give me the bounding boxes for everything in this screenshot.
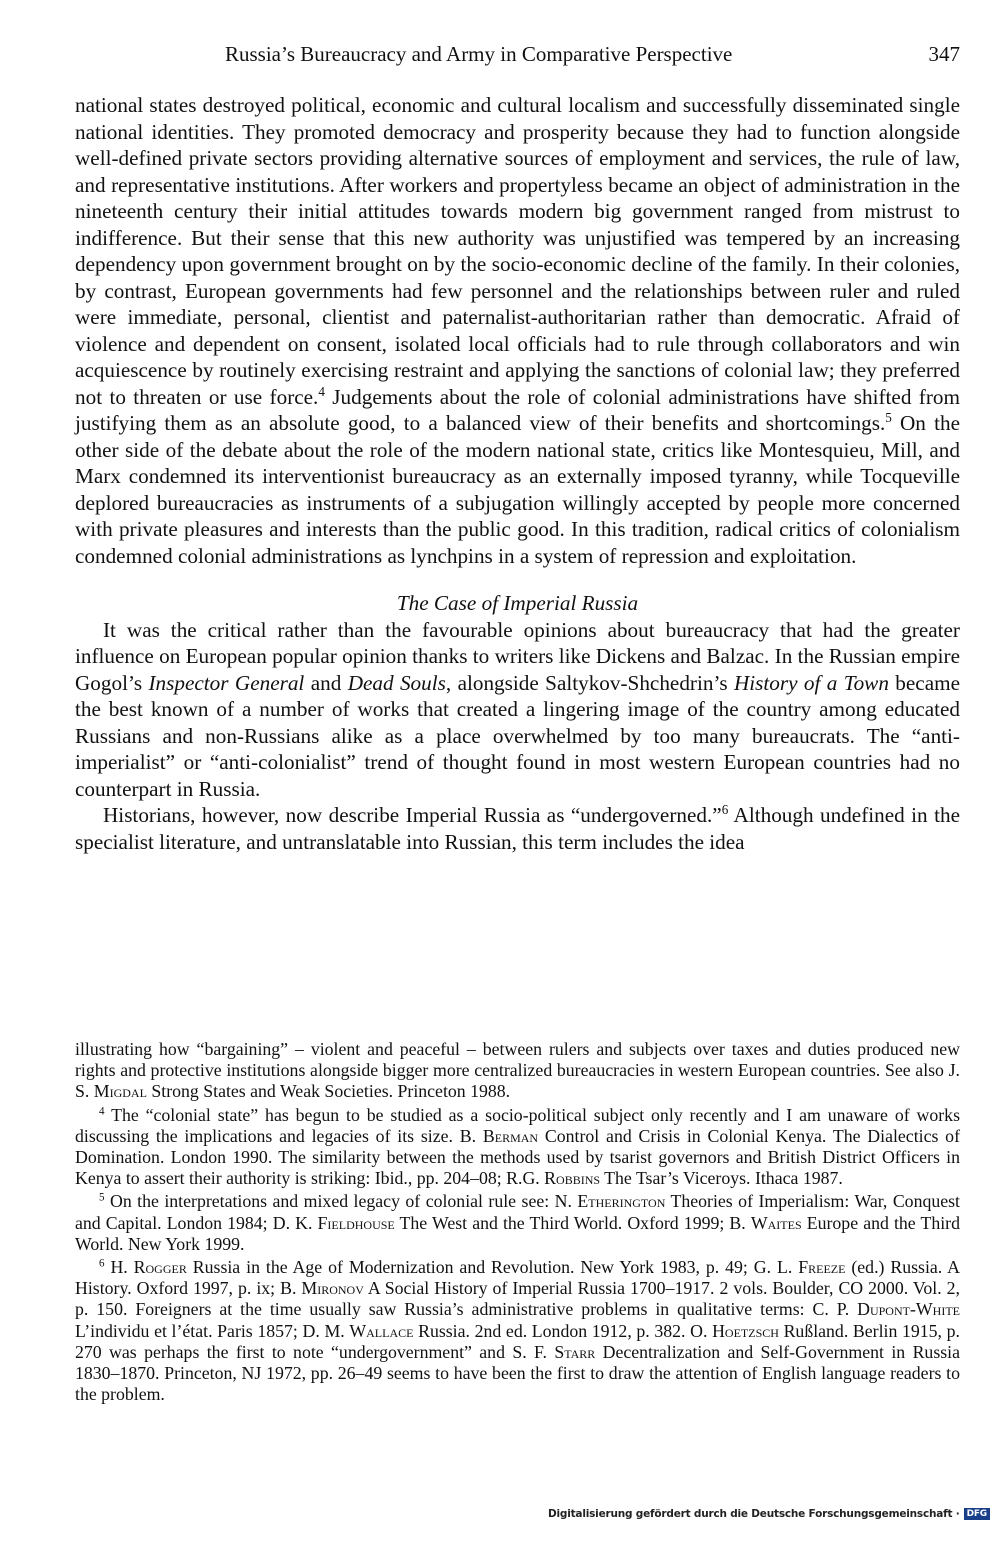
text-run: On the interpretations and mixed legacy of colonial rule see: N. — [104, 1191, 578, 1212]
text-run: Historians, however, now describe Imperial Russia as “undergoverned.” — [103, 803, 722, 827]
footnote-ref-4: 4 — [318, 383, 325, 399]
author-name: Freeze — [798, 1257, 846, 1278]
body-text — [75, 92, 960, 855]
dfg-logo: DFG — [964, 1508, 990, 1520]
text-run: Russia in the Age of Modernization and Revolution. New York 1983, p. 49; G. L. — [186, 1257, 799, 1278]
running-title: Russia’s Bureaucracy and Army in Comparative Perspective — [225, 42, 733, 66]
author-name: Dupont-White — [857, 1299, 960, 1320]
author-name: Robbins — [544, 1168, 601, 1189]
footnotes — [75, 1039, 960, 1405]
text-run: became the best known of a number of works that created a lingering image of the country among educated Russians and non-Russians alike as a place overwhelmed by too many bureaucrats. The “anti-imperialist” or “anti-colonialist” trend of thought found in most western European countries had no counterpart in Russia. — [75, 670, 960, 801]
author-name: Starr — [554, 1341, 596, 1362]
text-run: The Tsar’s Viceroys. Ithaca 1987. — [600, 1168, 843, 1189]
credit-text: Digitalisierung gefördert durch die Deutsche Forschungsgemeinschaft · — [547, 1508, 960, 1520]
running-head — [75, 38, 960, 72]
text-run: Control and Crisis in Colonial Kenya. The Dialectics of Domination. London 1990. The similarity between the methods used by tsarist governors and British District Officers in Kenya to assert their authority is striking: Ibid., pp. 204–08; R.G. — [75, 1125, 960, 1189]
text-run: (ed.) Russia. A History. Oxford 1997, p. ix; B. — [75, 1257, 961, 1299]
text-run: On the other side of the debate about the role of the modern national state, critics like Montesquieu, Mill, and Marx condemned its interventionist bureaucracy as an externally imposed tyranny, while Tocqueville deplored bureaucracies as instruments of a subjugation willingly accepted by people more concerned with private pleasures and interests than the public good. In this tradition, radical critics of colonialism condemned colonial administrations as lynchpins in a system of repression and exploitation. — [75, 411, 960, 568]
author-name: Hoetzsch — [712, 1320, 779, 1341]
text-run: Theories of Imperialism: War, Conquest and Capital. London 1984; D. K. — [75, 1191, 961, 1233]
text-run: Europe and the Third World. New York 1999. — [75, 1212, 960, 1254]
text-run: Judgements about the role of colonial administrations have shifted from justifying them as an absolute good, to a balanced view of their benefits and shortcomings. — [75, 384, 960, 435]
paragraph-3 — [75, 802, 960, 855]
footnote-continued — [75, 1039, 960, 1103]
text-run: Russia. 2nd ed. London 1912, p. 382. O. — [413, 1320, 713, 1341]
footnote-4 — [75, 1105, 960, 1190]
author-name: Wallace — [349, 1320, 414, 1341]
text-run: The “colonial state” has begun to be studied as a socio-political subject only recently and I am unaware of works discussing the implications and legacies of its size. B. — [75, 1104, 960, 1146]
title-history-of-a-town: History of a Town — [733, 670, 889, 695]
text-run: The West and the Third World. Oxford 1999; B. — [394, 1212, 751, 1233]
text-run: national states destroyed political, economic and cultural localism and successfully disseminated single national identities. They promoted democracy and prosperity because they had to function alongside well-defined private sectors providing alternative sources of employment and services, the rule of law, and representative institutions. After workers and propertyless became an object of administration in the nineteenth century their initial attitudes towards modern big government ranged from mistrust to indifference. But their sense that this new authority was unjustified was tempered by an increasing dependency upon government brought on by the socio-economic decline of the family. In their colonies, by contrast, European governments had few personnel and the relationships between ruler and ruled were immediate, personal, clientist and paternalist-authoritarian rather than democratic. Afraid of violence and dependent on consent, isolated local officials had to rule through collaborators and win acquiescence by routinely exercising restraint and applying the sanctions of colonial law; they preferred not to threaten or use force. — [75, 93, 960, 409]
text-run: A Social History of Imperial Russia 1700–1917. 2 vols. Boulder, CO 2000. Vol. 2, p. 150. Foreigners at the time usually saw Russia’s administrative problems in qualitative terms: C. P. — [75, 1278, 960, 1320]
footnote-number: 4 — [99, 1105, 105, 1117]
paragraph-2 — [75, 617, 960, 803]
text-run: It was the critical rather than the favourable opinions about bureaucracy that had the greater influence on European popular opinion thanks to writers like Dickens and Balzac. In the Russian empire Gogol’s — [75, 617, 960, 695]
text-run: Although undefined in the specialist literature, and untranslatable into Russian, this term includes the idea — [75, 803, 960, 854]
footnote-ref-6: 6 — [721, 802, 729, 818]
author-name: Fieldhouse — [317, 1212, 395, 1233]
author-name: Waites — [750, 1212, 802, 1233]
footnote-number: 6 — [99, 1257, 105, 1270]
author-name: Etherington — [577, 1191, 666, 1212]
text-run: and — [304, 670, 348, 695]
text-run: Decentralization and Self-Government in Russia 1830–1870. Princeton, NJ 1972, pp. 26–49 seems to have been the first to draw the attention of English language readers to the problem. — [75, 1341, 960, 1405]
text-run: H. — [104, 1257, 134, 1278]
title-dead-souls: Dead Souls — [347, 670, 446, 695]
footnote-5 — [75, 1191, 960, 1255]
author-name: Rogger — [133, 1257, 187, 1278]
author-name: Berman — [482, 1125, 539, 1146]
footnote-6 — [75, 1257, 960, 1405]
author-name: Mironov — [301, 1278, 364, 1299]
text-run: Rußland. Berlin 1915, p. 270 was perhaps the first to note “undergovernment” and S. F. — [75, 1320, 960, 1362]
paragraph-1 — [75, 92, 960, 569]
page-number: 347 — [928, 42, 960, 66]
text-run: , alongside Saltykov-Shchedrin’s — [445, 670, 734, 695]
title-inspector-general: Inspector General — [148, 670, 305, 695]
section-title: The Case of Imperial Russia — [396, 591, 639, 615]
text-run: Strong States and Weak Societies. Princeton 1988. — [146, 1081, 511, 1102]
author-name: Migdal — [93, 1081, 147, 1102]
text-run: L’individu et l’état. Paris 1857; D. M. — [75, 1320, 350, 1341]
digitization-credit — [548, 1508, 990, 1520]
text-run: illustrating how “bargaining” – violent and peaceful – between rulers and subjects over taxes and duties produced new rights and protective institutions alongside bigger more centralized bureaucracies in western European countries. See also J. S. — [75, 1039, 960, 1102]
footnote-number: 5 — [99, 1191, 105, 1204]
footnote-ref-5: 5 — [885, 410, 892, 426]
